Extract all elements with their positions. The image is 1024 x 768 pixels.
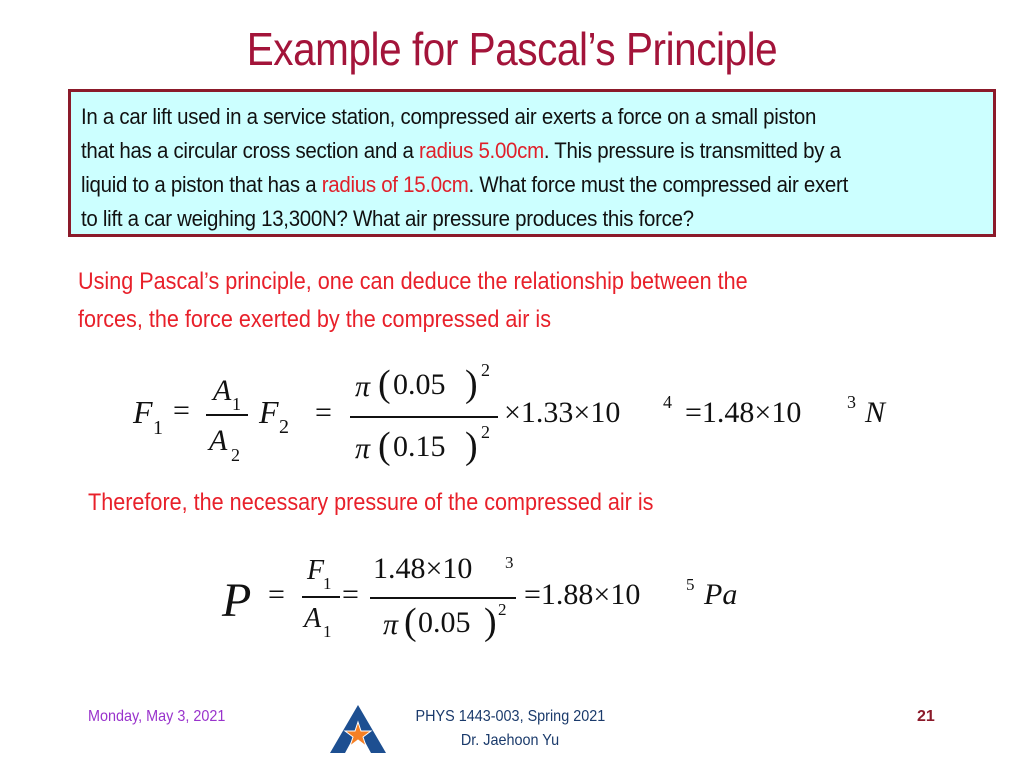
- problem-line-4: to lift a car weighing 13,300N? What air pressure produces this force?: [81, 206, 694, 231]
- small-radius-highlight: radius 5.00cm: [418, 138, 544, 163]
- fraction-bar: [350, 416, 498, 418]
- large-radius-highlight: radius of 15.0cm: [321, 172, 469, 197]
- fraction-bar: [370, 597, 516, 599]
- fraction-bar: [206, 414, 248, 416]
- explanation-line-2: forces, the force exerted by the compressed air is: [78, 306, 552, 333]
- uta-logo-icon: [330, 705, 386, 753]
- problem-line-1: In a car lift used in a service station, compressed air exerts a force on a small piston: [81, 104, 817, 129]
- problem-line-2: that has a circular cross section and a radius 5.00cm. This pressure is transmitted by a: [81, 138, 841, 163]
- footer-course: PHYS 1443-003, Spring 2021: [415, 708, 606, 725]
- page-number: 21: [917, 708, 935, 725]
- therefore-text: Therefore, the necessary pressure of the compressed air is: [88, 489, 654, 516]
- problem-statement-box: [68, 89, 996, 237]
- footer-date: Monday, May 3, 2021: [88, 708, 226, 725]
- fraction-bar: [302, 596, 340, 598]
- slide-title: Example for Pascal’s Principle: [246, 23, 778, 75]
- problem-line-3: liquid to a piston that has a radius of 15.0cm. What force must the compressed air exert: [81, 172, 848, 197]
- explanation-line-1: Using Pascal’s principle, one can deduce the relationship between the: [78, 268, 748, 295]
- footer-instructor: Dr. Jaehoon Yu: [460, 732, 560, 749]
